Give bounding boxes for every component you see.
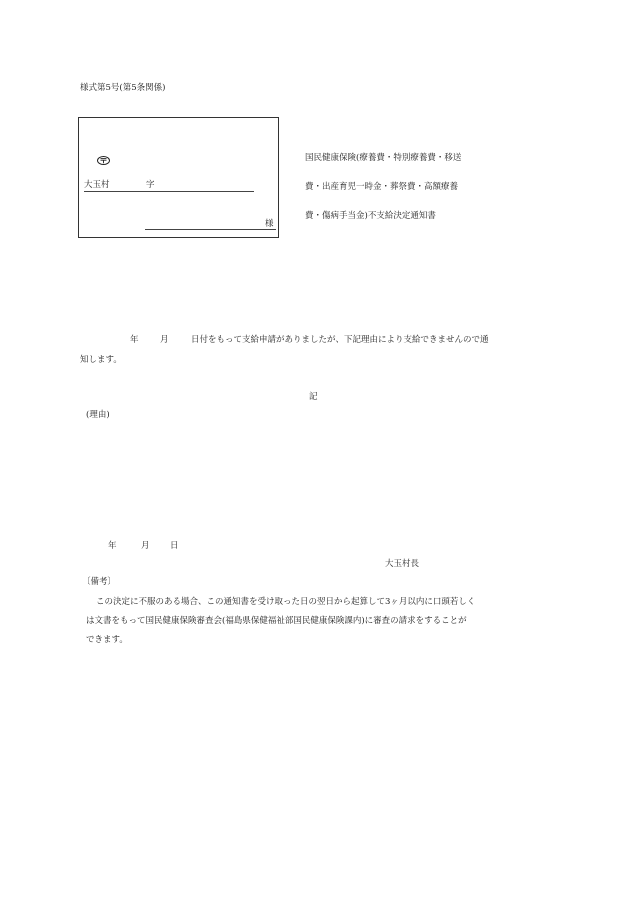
form-number: 様式第5号(第5条関係): [80, 83, 166, 93]
title-line-3: 費・傷病手当金)不支給決定通知書: [305, 211, 436, 221]
intro-year: 年: [130, 335, 139, 345]
issuer-name: 大玉村長: [385, 559, 420, 569]
notice-title: [305, 144, 461, 231]
ki-heading: 記: [309, 392, 318, 402]
title-line-2: 費・出産育児一時金・葬祭費・高額療養: [305, 182, 459, 192]
remarks-line-3: できます。: [86, 635, 128, 645]
village-label: 大玉村: [84, 180, 110, 190]
address-line: [84, 191, 254, 192]
title-line-1: 国民健康保険(療養費・特別療養費・移送: [305, 153, 462, 163]
reason-label: (理由): [86, 410, 110, 420]
date-day: 日: [170, 541, 179, 551]
address-box: [78, 117, 279, 238]
aza-label: 字: [146, 180, 155, 190]
honorific-label: 様: [265, 219, 274, 229]
intro-month: 月: [160, 335, 169, 345]
remarks-label: 〔備考〕: [82, 577, 117, 587]
name-line: [145, 229, 276, 230]
remarks-line-1: この決定に不服のある場合、この通知書を受け取った日の翌日から起算して3ヶ月以内に口頭若しく: [96, 597, 476, 607]
date-month: 月: [141, 541, 150, 551]
postal-mark-icon: [97, 156, 110, 165]
date-year: 年: [108, 541, 117, 551]
intro-continuation: 知します。: [80, 355, 122, 365]
remarks-line-2: は文書をもって国民健康保険審査会(福島県保健福祉部国民健康保険課内)に審査の請求をすることが: [86, 616, 467, 626]
intro-text: 日付をもって支給申請がありましたが、下記理由により支給できませんので通: [191, 335, 489, 345]
